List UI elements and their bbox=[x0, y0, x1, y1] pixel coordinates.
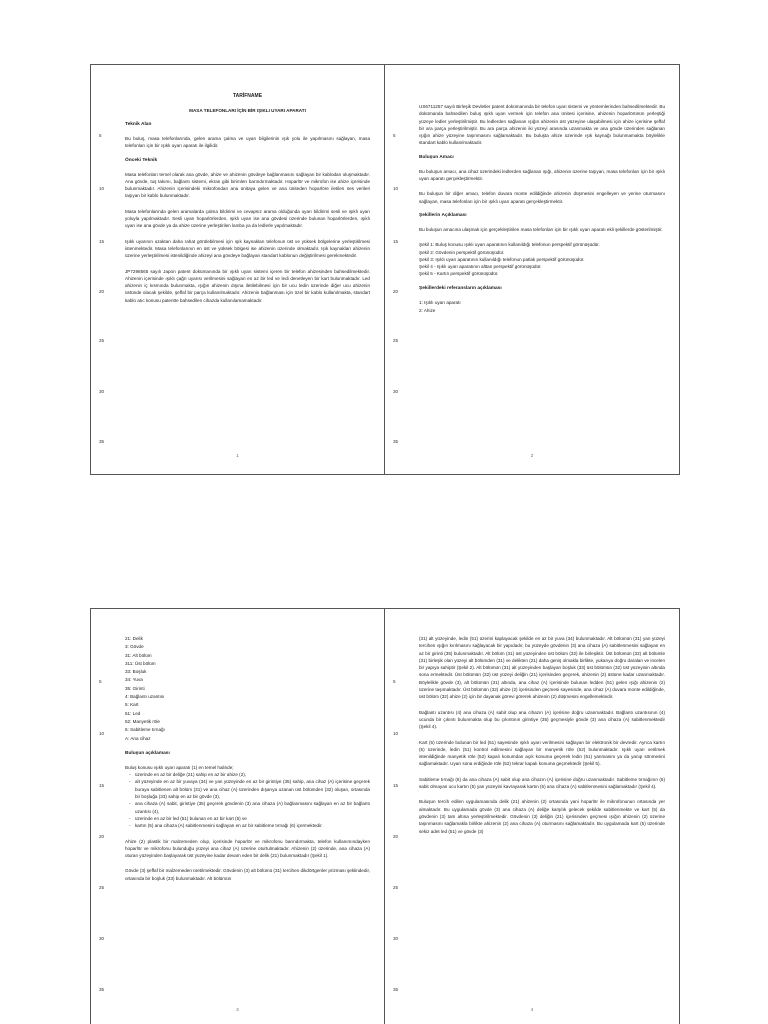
line-number: 15 bbox=[99, 783, 105, 788]
paragraph: JP7298565 sayılı Japon patent dokümanında bir ışıklı uyarı sistemi içeren bir telefon ahizesinden bahsedilmektedir. Ahizenin içerisinde ışıklı çağrı uyarısı verilmesini sağlayan en az bir led ve ledi denetleyen bir kart bulunmaktadır. Led ahizenin iç kısmında bulunmakta, ışığın ahizenin dışına iletilebilmesi için bir ucu ledin üzerinde diğer ucu ahizenin üstünde olacak şekilde, şeffaf bir parça kullanılmaktadır. Ahizenin bağlanması için özel bir kablo kullanılmakta, standart kablo atıc konusu patentte bahsedilen cihazda kullanılamamaktadır. bbox=[125, 268, 370, 303]
invention-title: MASA TELEFONLARI İÇİN BİR IŞIKLI UYARI APARATI bbox=[189, 108, 306, 113]
reference-list bbox=[125, 635, 370, 743]
document-title: TARİFNAME bbox=[232, 93, 263, 99]
list-item: 52: Manyetik röle bbox=[125, 718, 160, 724]
list-item: 2: Ahize bbox=[419, 308, 436, 314]
line-number: 5 bbox=[99, 133, 102, 138]
list-item: 21: Delik bbox=[125, 636, 143, 641]
page-body bbox=[125, 93, 370, 304]
line-number: 10 bbox=[393, 731, 399, 736]
list-item: - üzerinde en az bir led (51) bulunan en az bir kart (5) ve bbox=[135, 815, 370, 822]
list-item: 6: Sabitleme tırnağı bbox=[125, 727, 165, 733]
line-number: 30 bbox=[393, 936, 399, 941]
figure-caption: Şekil 4 - Işıklı uyarı aparatının alttan perspektif görünüşüdür. bbox=[419, 264, 542, 270]
page-number: 1 bbox=[236, 453, 239, 458]
list-item: - alt yüzeyinde en az bir yuvaya (34) ve yan yüzeyinde en az bir girintiye (35) sahip, ana cihaz (A) içerisine geçerek buraya sabitlenen alt bölüm (31) ve ana cihaz (A) üzerinden dışarıya uzanan üst bölümden (32) oluşan, ortasında bir boşluğa (33) sahip en az bir gövde (3), bbox=[135, 778, 370, 800]
line-number: 20 bbox=[99, 834, 105, 839]
line-number: 30 bbox=[99, 936, 105, 941]
line-number: 35 bbox=[393, 987, 399, 992]
list-item: 31: Alt bölüm bbox=[125, 652, 152, 658]
paragraph: Bu buluşun amacı, ana cihaz üzerindeki ledlerden sağlanan ışığı, ahizenin üzerine taşıyan, masa telefonları için bir ışıklı uyarı aparatı gerçekleştirmektir. bbox=[419, 168, 665, 182]
section-title: Önceki Teknik bbox=[125, 157, 158, 163]
figure-caption: Şekil 1: Buluş konusu ışıklı uyarı aparatının kullanıldığı telefonun perspektif görünüşüdür. bbox=[419, 242, 600, 248]
figure-caption: Şekil 3: Işıklı uyarı aparatının kullanıldığı telefonun patlak perspektif görünüşüdür. bbox=[419, 256, 585, 262]
list-item: A: Ana cihaz bbox=[125, 735, 151, 741]
line-number: 35 bbox=[393, 439, 399, 444]
list-item: 5: Kart bbox=[125, 702, 139, 708]
document-page-2 bbox=[384, 64, 680, 475]
paragraph: Bu buluş, masa telefonlarında, gelen arama çalma ve uyarı bilgilerinin ışık yolu ile yapılmasını sağlayan, masa telefonları için bir ışıklı uyarı aparatı ile ilgilidir. bbox=[125, 136, 370, 149]
line-number: 30 bbox=[393, 389, 399, 394]
document-page-3 bbox=[90, 608, 385, 1024]
line-number: 15 bbox=[393, 783, 399, 788]
line-number: 30 bbox=[99, 389, 105, 394]
list-item: 35: Girinti bbox=[125, 685, 145, 691]
list-item: 33: Boşluk bbox=[125, 669, 147, 675]
paragraph: Bağlantı uzantısı (4) ana cihaza (A) sabit olup ana cihazın (A) içerisine doğru uzanmaktadır. Bağlantı uzantısının (4) ucunda bir çıkıntı bulunmakta olup bu çıkıntının girintiye (35) geçmesiyle gövde (3) ana cihaza (A) sabitlenmektedir (Şekil 4). bbox=[419, 709, 665, 730]
list-item: - üzerinde en az bir deliğe (21) sahip en az bir ahize (2), bbox=[135, 771, 370, 778]
paragraph: Buluşun tercih edilen uygulamasında delik (21) ahizenin (2) ortasında yani hoparlör ile mikrofonunun ortasında yer almaktadır. Bu uygulamada gövde (3) ana cihaza (A) deliğe karşılık gelecek şekilde sabitlenmekte ve kart (5) da gövdenin (3) tam altına yerleştirilmektedir. Gövdenin (3) deliğin (21) içerisinden geçmesi ışığın ahizenin (2) üzerine taşınmasını sağlamakla birlikte ahizenin (2) ana cihaza (A) oturmasını sağlamaktadır. Bu uygulamada kart (5) üzerinde sekiz adet led (51) ve gövde (3) bbox=[419, 799, 665, 834]
line-number: 25 bbox=[393, 338, 399, 343]
line-number: 10 bbox=[393, 186, 399, 191]
line-number: 10 bbox=[99, 186, 105, 191]
line-number: 25 bbox=[99, 885, 105, 890]
page-number: 3 bbox=[236, 1007, 239, 1012]
line-number: 20 bbox=[393, 289, 399, 294]
line-number: 5 bbox=[393, 679, 396, 684]
list-item: - ana cihaza (A) sabit, girintiye (35) geçerek gövdenin (3) ana cihaza (A) bağlanmasını sağlayan en az bir bağlantı uzantısı (4), bbox=[135, 800, 370, 815]
paragraph: (31) alt yüzeyinde, ledin (51) üzerini kaplayacak şekilde en az bir yuva (34) bulunmaktadır. Alt bölümün (31) yan yüzeyi tercihen ışığın kırılmasını sağlayacak bir yapıdadır, bu yüzeyde gövdenin (3) ana cihaza (A) sabitlenmesini sağlayan en az bir girinti (35) bulunmaktadır. Alt bölüm (31) üst yüzeyinden üst bölüm (32) ile birleşiktir. Üst bölümün (32) alt bölümle (31) birleşik olan yüzeyi alt bölümden (31) ve delikten (21) daha geniş olmakla birlikte, yukarıya doğru daralan ve incelen bir yapıya sahiptir (Şekil 2). Alt bölümün (31) alt yüzeyinden başlayan boşluk (33) üst bölümün (32) üst yüzeyinin altında sona ermektedir. Üst bölümün (32) üst yüzeyi deliğin (21) içerisinden geçerek, ahizenin (2) üstüne kadar uzanmaktadır. Böylelikle gövde (3), alt bölümün (31) altında, ana cihaz (A) içerisinde bulunan ledden (51) gelen ışığı ahizenin (2) üzerine taşımaktadır. Üst bölümün (32) ahize (2) içerisinden geçmesi sayesinde, ana cihaz (A) duvara monte edildiğinde, üst bölüm (32) ahize (2) için bir dayanak görevi görerek ahizenin (2) düşmesini engellemektedir. bbox=[419, 636, 665, 700]
line-number: 35 bbox=[99, 439, 105, 444]
line-number: 35 bbox=[99, 987, 105, 992]
list-item: 4: Bağlantı uzantısı bbox=[125, 694, 165, 700]
section-title: Teknik Alan bbox=[125, 122, 152, 127]
line-number: 15 bbox=[99, 239, 105, 244]
reference-list bbox=[419, 299, 665, 316]
claim-element-list bbox=[125, 771, 370, 829]
line-number: 5 bbox=[99, 679, 102, 684]
line-number: 25 bbox=[393, 885, 399, 890]
list-item: 34: Yuva bbox=[125, 677, 143, 683]
section-title: Buluşun Amacı bbox=[419, 154, 454, 160]
page-body bbox=[419, 635, 665, 835]
figure-caption: Şekil 5 - Kartın perspektif görünüşüdür. bbox=[419, 271, 499, 277]
paragraph: Sabitleme tırnağı (6) da ana cihaza (A) sabit olup ana cihazın (A) içerisine doğru uzanmaktadır. Sabitleme tırnağının (6) sabit olmayan ucu kartın (5) yan yüzeyini kavrayarak kartın (5) ana cihaza (A) sabitlenmesini sağlamaktadır (Şekil 4). bbox=[419, 776, 665, 790]
paragraph: Işıklı uyarının uzaktan daha rahat görülebilmesi için ışık kaynakları telefonun üst ve yüksek bölgelerine yerleştirilmesi istenmektedir. Masa telefonlarının en üst ve yüksek bölgesi ise ahizenin üzerinde olmaktadır. Işık kaynakları ahizenin üzerine yerleştirilmesi istenildiğinde ahizeyi ana gövdeye bağlayan standart kablonun değiştirilmesi gerekmektedir. bbox=[125, 238, 370, 259]
paragraph: Bu buluşun bir diğer amacı, telefon duvara monte edildiğinde ahizenin düşmesini engelleyen ve yerine oturmasını sağlayan, masa telefonları için bir ışıklı uyarı aparatı gerçekleştirmektir. bbox=[419, 191, 665, 204]
line-number: 25 bbox=[99, 338, 105, 343]
list-item: - kartın (5) ana cihaza (A) sabitlenmesini sağlayan en az bir sabitleme tırnağı (6) içermektedir. bbox=[135, 822, 370, 829]
paragraph: Gövde (3) şeffaf bir malzemeden üretilmektedir. Gövdenin (3) alt bölümü (31) tercihen dikdörtgenler prizması şeklindedir, ortasında bir boşluk (33) bulunmaktadır. Alt bölümün bbox=[125, 868, 370, 881]
page-body bbox=[419, 103, 665, 315]
line-number: 20 bbox=[99, 289, 105, 294]
line-number: 5 bbox=[393, 133, 396, 138]
paragraph: Ahize (2) plastik bir malzemeden olup, içerisinde hoparlör ve mikrofonu barındırmakta, telefon kullanımındayken hoparlör ve mikrofonu bulunduğu yüzeyi ana cihaz (A) üzerine oturtulmaktadır. Ahizenin (2) üzerinde, ana cihaza (A) oturan yüzeyinden başlayarak üst yüzeyine kadar devam eden bir delik (21) bulunmaktadır (Şekil 1). bbox=[125, 838, 370, 859]
section-title: Şekillerdeki referansların açıklaması bbox=[419, 285, 502, 291]
paragraph: US6711257 sayılı Birleşik Devletler patent dokümanında bir telefon uyarı sistemi ve yöntemlerinden bahsedilmektedir. Bu dokümanda bahsedilen buluş ışıklı uyarı vermek için telefon ana ünitesi içerisine, ahizenin hoparlörünün yerleştiği yüzeye ledler yerleştirilmiştir. Bu ledlerden sağlanan ışığın ahizenin üst yüzeyine ulaşabilmesi için ahize içerisine şeffaf bir ara parça yerleştirilmiştir. Bu ara parça ahizenin iki yüzeyi arasında uzanmakta ve ana gövde üzerinden sağlanan ışığın ahize yüzeyine taşınmasını sağlamaktadır. Bu buluşta ahize üzerinde ışık kaynağı bulunmamakta böylelikle standart kablo kullanılmaktadır. bbox=[419, 104, 665, 146]
list-item: 311: Üst bölüm bbox=[125, 660, 156, 666]
paragraph: Bu buluşun amacına ulaşmak için gerçekleştirilen masa telefonları için bir ışıklı uyarı aparatı ekli şekillerde gösterilmiştir. bbox=[419, 226, 663, 232]
list-item: 1: Işıklı uyarı aparatı bbox=[419, 299, 461, 305]
page-number: 4 bbox=[530, 1007, 534, 1012]
figure-caption: Şekil 2: Gövdenin perspektif görünüşüdür. bbox=[419, 249, 505, 255]
list-item: 3: Gövde bbox=[125, 644, 144, 650]
paragraph: Buluş konusu ışıklı uyarı aparatı (1) en temel halinde; bbox=[125, 764, 234, 770]
line-number: 15 bbox=[393, 239, 399, 244]
paragraph: Kart (5) üzerinde bulunan bir led (51) sayesinde ışıklı uyarı verilmesini sağlayan bir elektronik bir devredir. Ayrıca kartın (5) üzerinde, ledin (51) kontrol edilmesini sağlayan bir manyetik röle (52) bulunmaktadır. Işıklı uyarı verilmek istenildiğinde manyetik röle (52) kapalı konumdan açık konuma geçerek ledin (51) yanmasını ya da yanıp sönmesini sağlamaktadır. Uyarı sona erdiğinde röle (52) tekrar kapalı konuma geçmektedir (Şekil 5). bbox=[419, 739, 665, 767]
section-title: Buluşun açıklaması bbox=[125, 750, 170, 756]
section-title: Şekillerin Açıklaması bbox=[419, 212, 467, 218]
paragraph: Masa telefonlarında gelen aramalarda çalma bildirimi ve cevapsız arama olduğunda uyarı bildirimi sesli ve ışıklı uyarı yoluyla yapılmaktadır. Sesli uyarı hoparlörlerden, ışıklı uyarı ise ana gövdesi üzerinde bulunan hoparlörlerden, ışıklı uyarı ise ana gövde ya da ahize üzerine yerleştirilen lamba ya da ledlerle yapılmaktadır. bbox=[125, 208, 370, 229]
list-item: 51: Led bbox=[125, 710, 141, 716]
page-number: 2 bbox=[530, 453, 534, 458]
line-number: 10 bbox=[99, 731, 105, 736]
paragraph: Masa telefonları temel olarak ana gövde, ahize ve ahizenin gövdeye bağlanmasını sağlayan bir kablodan oluşmaktadır. Ana gövde, tuş takımı, bağlantı sistemi, ekran gibi birimlerı barındırmaktadır. Hoparlör ve mikrofon ise ahize içerisinde bulunmaktadır. Ahizenin içerisindeki mikrofondan ana ünitaya gelen ve ana üniteden hoparlöre iletilen ses verileri taşıyan bir kablo bulunmaktadır. bbox=[125, 171, 370, 199]
document-page-1 bbox=[90, 64, 385, 475]
line-number: 20 bbox=[393, 834, 399, 839]
document-page-4 bbox=[384, 608, 680, 1024]
page-body bbox=[125, 635, 370, 882]
